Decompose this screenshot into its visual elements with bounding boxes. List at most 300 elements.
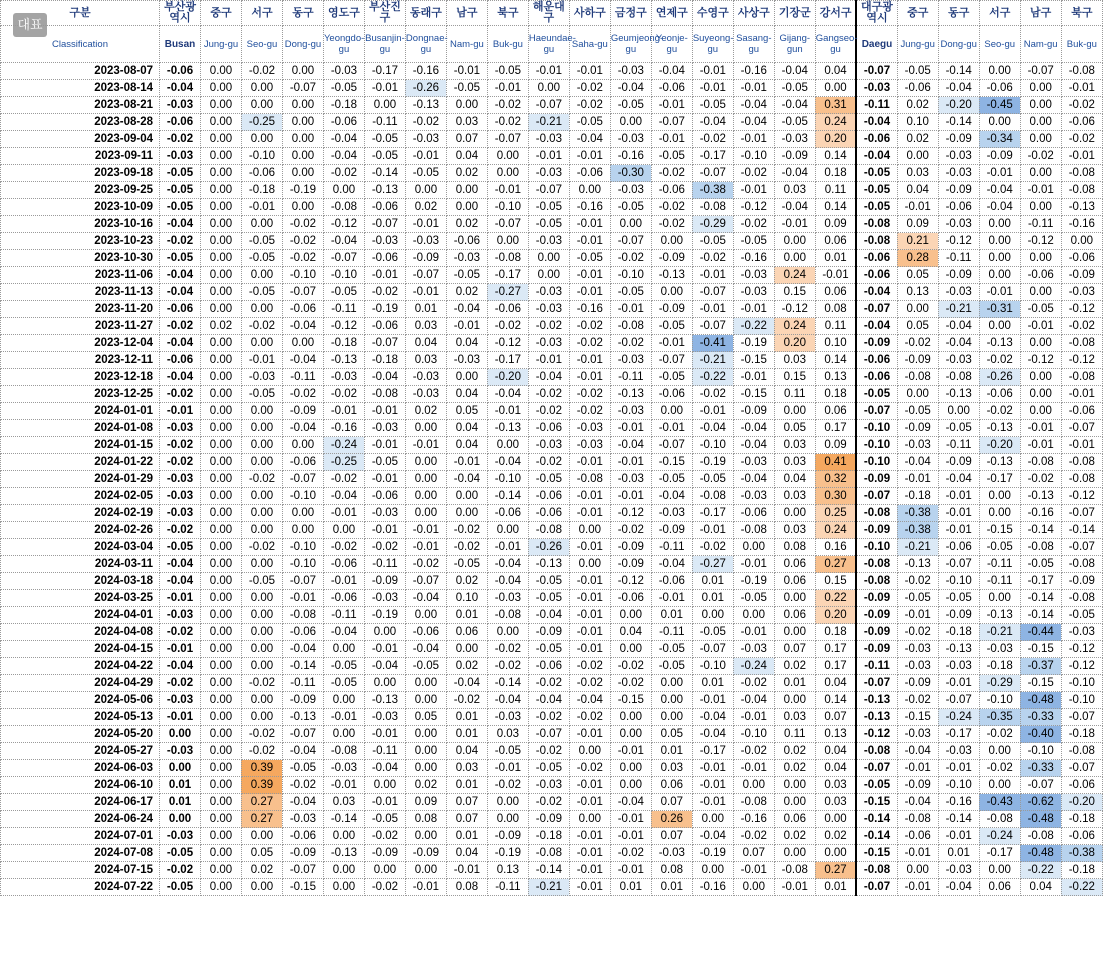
value-cell[interactable]: -0.01: [733, 862, 774, 879]
value-cell[interactable]: -0.05: [651, 641, 692, 658]
value-cell[interactable]: 0.39: [241, 777, 282, 794]
value-cell[interactable]: 0.02: [774, 828, 815, 845]
value-cell[interactable]: -0.13: [487, 420, 528, 437]
value-cell[interactable]: -0.05: [528, 590, 569, 607]
value-cell[interactable]: -0.09: [979, 148, 1020, 165]
value-cell[interactable]: -0.04: [733, 692, 774, 709]
value-cell[interactable]: -0.03: [938, 284, 979, 301]
value-cell[interactable]: 0.03: [651, 760, 692, 777]
value-cell[interactable]: -0.07: [528, 726, 569, 743]
value-cell[interactable]: -0.01: [692, 692, 733, 709]
value-cell[interactable]: -0.01: [897, 471, 938, 488]
value-cell[interactable]: 0.00: [1020, 284, 1061, 301]
value-cell[interactable]: -0.04: [979, 182, 1020, 199]
value-cell[interactable]: -0.04: [487, 454, 528, 471]
value-cell[interactable]: -0.09: [610, 539, 651, 556]
value-cell[interactable]: 0.03: [815, 794, 856, 811]
value-cell[interactable]: -0.06: [610, 590, 651, 607]
value-cell[interactable]: 0.00: [241, 522, 282, 539]
value-cell[interactable]: -0.37: [1020, 658, 1061, 675]
row-date[interactable]: 2023-10-30: [1, 250, 160, 267]
value-cell[interactable]: -0.02: [979, 403, 1020, 420]
value-cell[interactable]: 0.00: [201, 471, 242, 488]
value-cell[interactable]: 0.00: [446, 369, 487, 386]
value-cell[interactable]: 0.00: [405, 828, 446, 845]
row-date[interactable]: 2024-06-17: [1, 794, 160, 811]
value-cell[interactable]: -0.24: [323, 437, 364, 454]
value-cell[interactable]: -0.02: [528, 743, 569, 760]
value-cell[interactable]: 0.00: [282, 522, 323, 539]
busan-summary-cell[interactable]: -0.01: [160, 709, 201, 726]
value-cell[interactable]: -0.01: [241, 199, 282, 216]
value-cell[interactable]: -0.06: [897, 828, 938, 845]
value-cell[interactable]: -0.01: [323, 505, 364, 522]
row-date[interactable]: 2023-11-06: [1, 267, 160, 284]
value-cell[interactable]: 0.00: [1020, 250, 1061, 267]
value-cell[interactable]: -0.06: [323, 590, 364, 607]
value-cell[interactable]: 0.00: [241, 80, 282, 97]
value-cell[interactable]: 0.04: [446, 335, 487, 352]
value-cell[interactable]: -0.17: [487, 352, 528, 369]
value-cell[interactable]: -0.01: [774, 216, 815, 233]
value-cell[interactable]: -0.02: [610, 250, 651, 267]
value-cell[interactable]: -0.03: [364, 505, 405, 522]
value-cell[interactable]: -0.05: [651, 318, 692, 335]
value-cell[interactable]: 0.04: [446, 743, 487, 760]
value-cell[interactable]: -0.04: [446, 675, 487, 692]
value-cell[interactable]: -0.07: [1061, 420, 1102, 437]
value-cell[interactable]: -0.07: [1061, 539, 1102, 556]
value-cell[interactable]: -0.05: [1020, 556, 1061, 573]
value-cell[interactable]: -0.02: [1020, 148, 1061, 165]
value-cell[interactable]: 0.00: [610, 641, 651, 658]
value-cell[interactable]: 0.00: [1020, 369, 1061, 386]
value-cell[interactable]: -0.05: [774, 80, 815, 97]
value-cell[interactable]: -0.08: [1061, 471, 1102, 488]
value-cell[interactable]: 0.13: [815, 369, 856, 386]
daegu-summary-cell[interactable]: -0.14: [856, 811, 897, 828]
value-cell[interactable]: 0.27: [241, 811, 282, 828]
value-cell[interactable]: -0.01: [487, 760, 528, 777]
value-cell[interactable]: 0.14: [815, 352, 856, 369]
value-cell[interactable]: -0.10: [487, 471, 528, 488]
value-cell[interactable]: -0.15: [651, 454, 692, 471]
value-cell[interactable]: -0.02: [1020, 471, 1061, 488]
value-cell[interactable]: 0.00: [282, 148, 323, 165]
value-cell[interactable]: -0.06: [364, 250, 405, 267]
value-cell[interactable]: -0.03: [610, 471, 651, 488]
value-cell[interactable]: -0.12: [1020, 233, 1061, 250]
value-cell[interactable]: -0.01: [569, 794, 610, 811]
value-cell[interactable]: -0.24: [979, 828, 1020, 845]
value-cell[interactable]: -0.05: [569, 250, 610, 267]
daegu-summary-cell[interactable]: -0.08: [856, 743, 897, 760]
value-cell[interactable]: -0.04: [774, 97, 815, 114]
value-cell[interactable]: 0.01: [446, 607, 487, 624]
value-cell[interactable]: -0.08: [610, 318, 651, 335]
value-cell[interactable]: 0.01: [815, 879, 856, 896]
row-date[interactable]: 2023-12-18: [1, 369, 160, 386]
value-cell[interactable]: 0.05: [446, 403, 487, 420]
value-cell[interactable]: 0.01: [651, 607, 692, 624]
value-cell[interactable]: 0.00: [201, 63, 242, 80]
value-cell[interactable]: -0.14: [1020, 590, 1061, 607]
value-cell[interactable]: -0.09: [1061, 573, 1102, 590]
value-cell[interactable]: 0.00: [201, 199, 242, 216]
value-cell[interactable]: 0.00: [282, 63, 323, 80]
value-cell[interactable]: -0.05: [241, 250, 282, 267]
value-cell[interactable]: 0.00: [323, 522, 364, 539]
value-cell[interactable]: 0.04: [815, 675, 856, 692]
value-cell[interactable]: -0.09: [651, 301, 692, 318]
value-cell[interactable]: -0.18: [1061, 862, 1102, 879]
value-cell[interactable]: 0.00: [446, 97, 487, 114]
value-cell[interactable]: -0.16: [405, 63, 446, 80]
value-cell[interactable]: -0.11: [323, 607, 364, 624]
value-cell[interactable]: -0.10: [938, 777, 979, 794]
value-cell[interactable]: 0.00: [201, 845, 242, 862]
value-cell[interactable]: 0.06: [774, 607, 815, 624]
value-cell[interactable]: -0.17: [364, 63, 405, 80]
value-cell[interactable]: -0.01: [733, 760, 774, 777]
value-cell[interactable]: 0.00: [201, 794, 242, 811]
value-cell[interactable]: -0.04: [938, 471, 979, 488]
value-cell[interactable]: -0.11: [979, 573, 1020, 590]
value-cell[interactable]: 0.03: [405, 318, 446, 335]
value-cell[interactable]: -0.34: [979, 131, 1020, 148]
value-cell[interactable]: -0.12: [487, 335, 528, 352]
value-cell[interactable]: -0.12: [1061, 488, 1102, 505]
value-cell[interactable]: -0.19: [282, 182, 323, 199]
value-cell[interactable]: -0.01: [446, 454, 487, 471]
value-cell[interactable]: -0.07: [282, 80, 323, 97]
value-cell[interactable]: -0.02: [364, 284, 405, 301]
value-cell[interactable]: 0.24: [815, 114, 856, 131]
value-cell[interactable]: -0.16: [323, 420, 364, 437]
value-cell[interactable]: 0.00: [405, 505, 446, 522]
value-cell[interactable]: -0.04: [938, 80, 979, 97]
value-cell[interactable]: 0.00: [201, 607, 242, 624]
value-cell[interactable]: 0.03: [774, 488, 815, 505]
value-cell[interactable]: 0.06: [979, 879, 1020, 896]
value-cell[interactable]: -0.03: [979, 641, 1020, 658]
value-cell[interactable]: -0.06: [1061, 403, 1102, 420]
value-cell[interactable]: -0.06: [323, 114, 364, 131]
value-cell[interactable]: 0.01: [405, 301, 446, 318]
value-cell[interactable]: -0.07: [364, 216, 405, 233]
value-cell[interactable]: 0.07: [774, 641, 815, 658]
value-cell[interactable]: 0.02: [241, 862, 282, 879]
value-cell[interactable]: -0.01: [897, 607, 938, 624]
value-cell[interactable]: 0.07: [446, 794, 487, 811]
value-cell[interactable]: -0.01: [323, 403, 364, 420]
value-cell[interactable]: -0.01: [733, 369, 774, 386]
value-cell[interactable]: -0.05: [692, 471, 733, 488]
value-cell[interactable]: -0.04: [364, 658, 405, 675]
value-cell[interactable]: -0.01: [323, 573, 364, 590]
busan-summary-cell[interactable]: -0.03: [160, 607, 201, 624]
value-cell[interactable]: -0.08: [1061, 590, 1102, 607]
value-cell[interactable]: 0.00: [405, 182, 446, 199]
value-cell[interactable]: -0.01: [979, 284, 1020, 301]
value-cell[interactable]: -0.25: [323, 454, 364, 471]
value-cell[interactable]: -0.03: [733, 454, 774, 471]
value-cell[interactable]: -0.01: [569, 369, 610, 386]
value-cell[interactable]: -0.05: [733, 233, 774, 250]
value-cell[interactable]: -0.09: [364, 573, 405, 590]
busan-summary-cell[interactable]: -0.03: [160, 471, 201, 488]
value-cell[interactable]: -0.05: [446, 267, 487, 284]
value-cell[interactable]: 0.11: [774, 726, 815, 743]
value-cell[interactable]: 0.00: [733, 879, 774, 896]
value-cell[interactable]: 0.26: [651, 811, 692, 828]
value-cell[interactable]: -0.21: [897, 539, 938, 556]
value-cell[interactable]: -0.02: [651, 199, 692, 216]
value-cell[interactable]: 0.00: [201, 97, 242, 114]
daegu-summary-cell[interactable]: -0.05: [856, 182, 897, 199]
value-cell[interactable]: -0.08: [774, 862, 815, 879]
value-cell[interactable]: -0.07: [938, 556, 979, 573]
value-cell[interactable]: 0.03: [774, 454, 815, 471]
value-cell[interactable]: 0.00: [979, 862, 1020, 879]
value-cell[interactable]: -0.48: [1020, 811, 1061, 828]
value-cell[interactable]: -0.01: [897, 760, 938, 777]
row-date[interactable]: 2024-02-19: [1, 505, 160, 522]
value-cell[interactable]: -0.27: [692, 556, 733, 573]
busan-summary-cell[interactable]: -0.06: [160, 114, 201, 131]
value-cell[interactable]: -0.05: [938, 590, 979, 607]
value-cell[interactable]: -0.14: [323, 811, 364, 828]
value-cell[interactable]: -0.02: [897, 692, 938, 709]
value-cell[interactable]: -0.07: [1061, 709, 1102, 726]
value-cell[interactable]: 0.00: [1020, 80, 1061, 97]
value-cell[interactable]: -0.07: [938, 692, 979, 709]
value-cell[interactable]: 0.00: [815, 811, 856, 828]
value-cell[interactable]: -0.17: [979, 471, 1020, 488]
value-cell[interactable]: -0.02: [405, 114, 446, 131]
value-cell[interactable]: -0.03: [1061, 284, 1102, 301]
value-cell[interactable]: -0.05: [405, 658, 446, 675]
value-cell[interactable]: -0.01: [1061, 437, 1102, 454]
value-cell[interactable]: 0.03: [774, 437, 815, 454]
value-cell[interactable]: -0.19: [692, 845, 733, 862]
value-cell[interactable]: -0.02: [569, 760, 610, 777]
value-cell[interactable]: -0.03: [528, 335, 569, 352]
value-cell[interactable]: 0.04: [815, 760, 856, 777]
value-cell[interactable]: 0.01: [610, 879, 651, 896]
value-cell[interactable]: -0.06: [282, 828, 323, 845]
value-cell[interactable]: -0.09: [938, 182, 979, 199]
row-date[interactable]: 2024-05-27: [1, 743, 160, 760]
value-cell[interactable]: -0.04: [528, 692, 569, 709]
row-date[interactable]: 2023-12-11: [1, 352, 160, 369]
value-cell[interactable]: 0.00: [282, 165, 323, 182]
value-cell[interactable]: -0.01: [323, 777, 364, 794]
row-date[interactable]: 2024-06-03: [1, 760, 160, 777]
value-cell[interactable]: -0.01: [569, 148, 610, 165]
value-cell[interactable]: -0.10: [733, 148, 774, 165]
value-cell[interactable]: -0.13: [979, 607, 1020, 624]
value-cell[interactable]: 0.00: [405, 454, 446, 471]
value-cell[interactable]: -0.09: [282, 692, 323, 709]
value-cell[interactable]: -0.27: [487, 284, 528, 301]
value-cell[interactable]: -0.03: [733, 641, 774, 658]
value-cell[interactable]: 0.03: [405, 352, 446, 369]
value-cell[interactable]: -0.05: [528, 641, 569, 658]
value-cell[interactable]: -0.05: [897, 403, 938, 420]
value-cell[interactable]: 0.00: [979, 233, 1020, 250]
value-cell[interactable]: 0.05: [774, 420, 815, 437]
daegu-summary-cell[interactable]: -0.07: [856, 760, 897, 777]
value-cell[interactable]: 0.00: [201, 301, 242, 318]
busan-summary-cell[interactable]: -0.06: [160, 63, 201, 80]
value-cell[interactable]: -0.06: [323, 556, 364, 573]
value-cell[interactable]: -0.01: [569, 539, 610, 556]
value-cell[interactable]: -0.01: [651, 590, 692, 607]
value-cell[interactable]: -0.06: [528, 658, 569, 675]
value-cell[interactable]: -0.06: [241, 165, 282, 182]
value-cell[interactable]: -0.11: [282, 675, 323, 692]
value-cell[interactable]: -0.05: [692, 97, 733, 114]
value-cell[interactable]: -0.12: [1020, 352, 1061, 369]
value-cell[interactable]: 0.00: [446, 199, 487, 216]
value-cell[interactable]: -0.01: [733, 80, 774, 97]
value-cell[interactable]: 0.09: [405, 794, 446, 811]
value-cell[interactable]: -0.08: [528, 845, 569, 862]
value-cell[interactable]: 0.00: [201, 488, 242, 505]
value-cell[interactable]: 0.00: [201, 777, 242, 794]
value-cell[interactable]: -0.09: [487, 828, 528, 845]
value-cell[interactable]: 0.00: [774, 505, 815, 522]
value-cell[interactable]: -0.02: [446, 522, 487, 539]
value-cell[interactable]: -0.01: [569, 641, 610, 658]
value-cell[interactable]: -0.15: [1020, 675, 1061, 692]
value-cell[interactable]: -0.35: [979, 709, 1020, 726]
value-cell[interactable]: -0.01: [405, 522, 446, 539]
value-cell[interactable]: -0.08: [1020, 539, 1061, 556]
value-cell[interactable]: -0.05: [446, 556, 487, 573]
value-cell[interactable]: -0.05: [241, 284, 282, 301]
value-cell[interactable]: -0.09: [651, 250, 692, 267]
value-cell[interactable]: -0.01: [692, 267, 733, 284]
value-cell[interactable]: 0.25: [815, 505, 856, 522]
value-cell[interactable]: -0.01: [487, 182, 528, 199]
value-cell[interactable]: -0.05: [651, 658, 692, 675]
value-cell[interactable]: -0.05: [323, 658, 364, 675]
value-cell[interactable]: -0.04: [364, 760, 405, 777]
value-cell[interactable]: 0.00: [201, 369, 242, 386]
busan-summary-cell[interactable]: -0.04: [160, 284, 201, 301]
value-cell[interactable]: -0.11: [938, 250, 979, 267]
value-cell[interactable]: 0.00: [241, 437, 282, 454]
value-cell[interactable]: -0.06: [938, 539, 979, 556]
value-cell[interactable]: -0.01: [692, 80, 733, 97]
value-cell[interactable]: -0.22: [1061, 879, 1102, 896]
value-cell[interactable]: 0.14: [815, 692, 856, 709]
row-date[interactable]: 2024-04-15: [1, 641, 160, 658]
value-cell[interactable]: 0.00: [610, 777, 651, 794]
value-cell[interactable]: -0.01: [610, 420, 651, 437]
value-cell[interactable]: -0.04: [487, 692, 528, 709]
value-cell[interactable]: 0.00: [651, 709, 692, 726]
value-cell[interactable]: 0.02: [815, 828, 856, 845]
value-cell[interactable]: -0.09: [528, 811, 569, 828]
value-cell[interactable]: -0.09: [405, 845, 446, 862]
value-cell[interactable]: 0.24: [815, 522, 856, 539]
daegu-summary-cell[interactable]: -0.04: [856, 318, 897, 335]
value-cell[interactable]: -0.08: [528, 522, 569, 539]
value-cell[interactable]: -0.14: [528, 862, 569, 879]
value-cell[interactable]: 0.02: [897, 131, 938, 148]
value-cell[interactable]: 0.03: [774, 182, 815, 199]
value-cell[interactable]: -0.02: [692, 250, 733, 267]
value-cell[interactable]: 0.00: [201, 505, 242, 522]
value-cell[interactable]: 0.00: [897, 148, 938, 165]
value-cell[interactable]: -0.02: [487, 658, 528, 675]
value-cell[interactable]: 0.00: [1020, 114, 1061, 131]
value-cell[interactable]: -0.05: [528, 573, 569, 590]
value-cell[interactable]: -0.12: [323, 216, 364, 233]
value-cell[interactable]: 0.00: [323, 726, 364, 743]
busan-summary-cell[interactable]: -0.02: [160, 675, 201, 692]
value-cell[interactable]: 0.00: [241, 641, 282, 658]
value-cell[interactable]: -0.03: [774, 131, 815, 148]
daegu-summary-cell[interactable]: -0.04: [856, 148, 897, 165]
value-cell[interactable]: -0.03: [323, 369, 364, 386]
value-cell[interactable]: 0.00: [241, 420, 282, 437]
row-date[interactable]: 2024-06-10: [1, 777, 160, 794]
value-cell[interactable]: -0.18: [364, 352, 405, 369]
value-cell[interactable]: -0.01: [364, 267, 405, 284]
row-date[interactable]: 2023-11-20: [1, 301, 160, 318]
busan-summary-cell[interactable]: -0.03: [160, 692, 201, 709]
value-cell[interactable]: 0.00: [201, 862, 242, 879]
daegu-summary-cell[interactable]: -0.06: [856, 131, 897, 148]
value-cell[interactable]: -0.02: [282, 250, 323, 267]
value-cell[interactable]: -0.02: [897, 624, 938, 641]
value-cell[interactable]: -0.04: [651, 488, 692, 505]
value-cell[interactable]: -0.02: [241, 63, 282, 80]
value-cell[interactable]: -0.04: [487, 386, 528, 403]
value-cell[interactable]: -0.01: [569, 284, 610, 301]
value-cell[interactable]: 0.01: [446, 726, 487, 743]
value-cell[interactable]: -0.03: [528, 284, 569, 301]
value-cell[interactable]: -0.03: [528, 233, 569, 250]
busan-summary-cell[interactable]: -0.05: [160, 199, 201, 216]
value-cell[interactable]: -0.05: [364, 131, 405, 148]
value-cell[interactable]: -0.14: [487, 675, 528, 692]
value-cell[interactable]: -0.29: [979, 675, 1020, 692]
value-cell[interactable]: -0.01: [446, 862, 487, 879]
value-cell[interactable]: -0.19: [487, 845, 528, 862]
value-cell[interactable]: 0.00: [487, 794, 528, 811]
value-cell[interactable]: -0.01: [528, 352, 569, 369]
value-cell[interactable]: -0.08: [1061, 63, 1102, 80]
value-cell[interactable]: -0.03: [938, 352, 979, 369]
value-cell[interactable]: 0.13: [897, 284, 938, 301]
value-cell[interactable]: -0.03: [446, 250, 487, 267]
daegu-summary-cell[interactable]: -0.05: [856, 777, 897, 794]
value-cell[interactable]: 0.00: [241, 403, 282, 420]
value-cell[interactable]: -0.04: [938, 335, 979, 352]
value-cell[interactable]: -0.04: [282, 743, 323, 760]
value-cell[interactable]: 0.00: [201, 131, 242, 148]
value-cell[interactable]: 0.06: [815, 284, 856, 301]
value-cell[interactable]: -0.02: [610, 658, 651, 675]
busan-summary-cell[interactable]: 0.00: [160, 760, 201, 777]
value-cell[interactable]: -0.11: [282, 369, 323, 386]
value-cell[interactable]: -0.13: [364, 692, 405, 709]
